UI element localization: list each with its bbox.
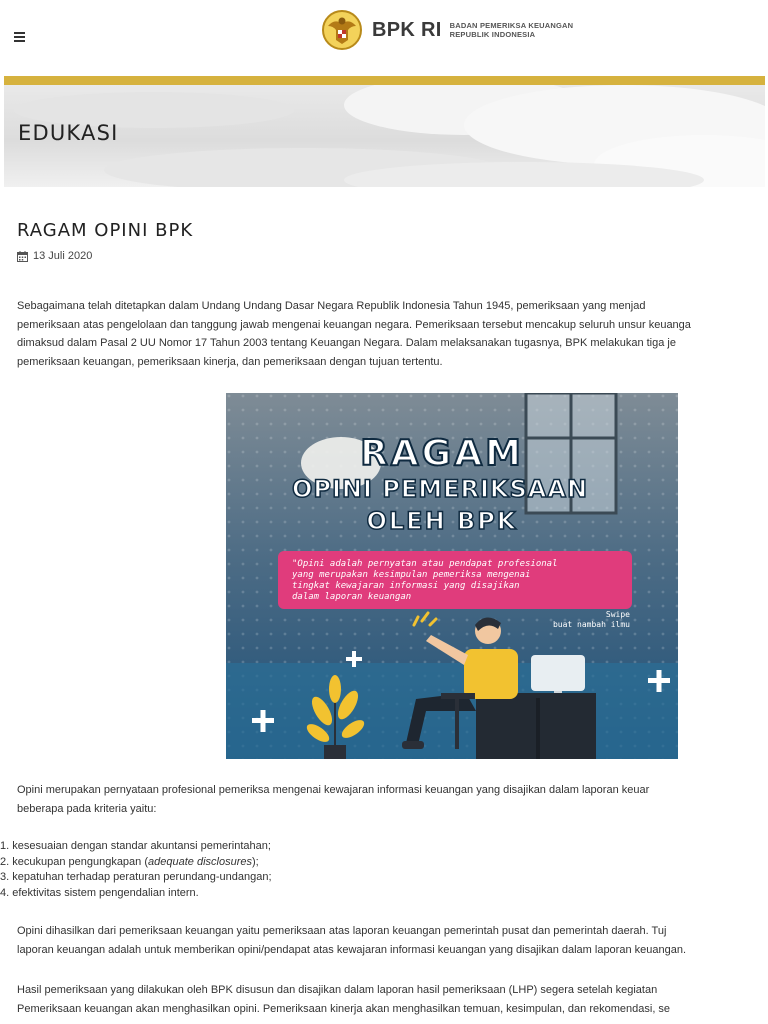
article-date: 13 Juli 2020 bbox=[17, 250, 92, 262]
site-logo[interactable] bbox=[318, 8, 573, 52]
list-item: 2. kecukupan pengungkapan (adequate disclosures); bbox=[0, 855, 259, 868]
criteria-list bbox=[0, 839, 768, 901]
svg-text:tingkat kewajaran informasi ya: tingkat kewajaran informasi yang disajikan bbox=[292, 581, 520, 591]
infographic-line1: RAGAM bbox=[360, 433, 524, 474]
hamburger-icon bbox=[14, 32, 25, 34]
logo-subtitle: BADAN PEMERIKSA KEUANGAN REPUBLIK INDONESIA bbox=[449, 21, 574, 39]
svg-text:dalam laporan keuangan: dalam laporan keuangan bbox=[292, 592, 412, 602]
calendar-icon bbox=[17, 251, 28, 262]
garuda-emblem-icon bbox=[318, 8, 366, 52]
infographic-line2: OPINI PEMERIKSAAN bbox=[291, 475, 589, 503]
article-title: RAGAM OPINI BPK bbox=[17, 220, 194, 241]
opini-paragraph: Opini merupakan pernyataan profesional pemeriksa mengenai kewajaran informasi keuangan yang disajikan dalam laporan keuar beberapa pada kriteria yaitu: bbox=[17, 784, 650, 815]
logo-name: BPK RI bbox=[372, 18, 442, 41]
gold-divider bbox=[4, 76, 765, 85]
infographic-illustration bbox=[226, 393, 678, 759]
page-title: EDUKASI bbox=[18, 121, 119, 145]
infographic-line3: OLEH BPK bbox=[366, 507, 518, 535]
list-item: 1. kesesuaian dengan standar akuntansi pemerintahan; bbox=[0, 840, 271, 852]
list-item: 4. efektivitas sistem pengendalian intern. bbox=[0, 886, 199, 899]
hamburger-menu-button[interactable] bbox=[14, 32, 28, 44]
list-item: 3. kepatuhan terhadap peraturan perundang-undangan; bbox=[0, 871, 272, 883]
opini-source-paragraph: Opini dihasilkan dari pemeriksaan keuangan yaitu pemeriksaan atas laporan keuangan pemerintah pusat dan pemerintah daerah. Tuj laporan keuangan adalah untuk memberikan opini/pendapat atas kewajaran informasi keuangan yang disajikan dalam laporan keuangan. bbox=[17, 925, 687, 956]
svg-text:Swipe: Swipe bbox=[605, 610, 630, 619]
svg-text:buat nambah ilmu: buat nambah ilmu bbox=[552, 620, 630, 629]
article-infographic-image[interactable] bbox=[226, 393, 678, 759]
svg-text:"Opini adalah pernyatan atau p: "Opini adalah pernyatan atau pendapat profesional bbox=[292, 559, 558, 569]
svg-text:yang merupakan kesimpulan peme: yang merupakan kesimpulan pemeriksa mengenai bbox=[292, 570, 531, 580]
intro-paragraph: Sebagaimana telah ditetapkan dalam Undang Undang Dasar Negara Republik Indonesia Tahun 1945, pemeriksaan yang menjad pemeriksaan atas pengelolaan dan tanggung jawab mengenai keuangan negara. Pemeriksaan tersebut mencakup seluruh unsur keuanga dimaksud dalam Pasal 2 UU Nomor 17 Tahun 2003 tentang Keuangan Negara. Dalam melaksanakan tugasnya, BPK melakukan tiga je pemeriksaan keuangan, pemeriksaan kinerja, dan pemeriksaan dengan tujuan tertentu. bbox=[17, 300, 691, 368]
site-header bbox=[0, 0, 768, 76]
page-hero-banner bbox=[4, 85, 765, 187]
hasil-paragraph: Hasil pemeriksaan yang dilakukan oleh BPK disusun dan disajikan dalam laporan hasil pemeriksaan (LHP) segera setelah kegiatan Pemeriksaan keuangan akan menghasilkan opini. Pemeriksaan kinerja akan menghasilkan temuan, kesimpulan, dan rekomendasi, se bbox=[17, 984, 671, 1015]
